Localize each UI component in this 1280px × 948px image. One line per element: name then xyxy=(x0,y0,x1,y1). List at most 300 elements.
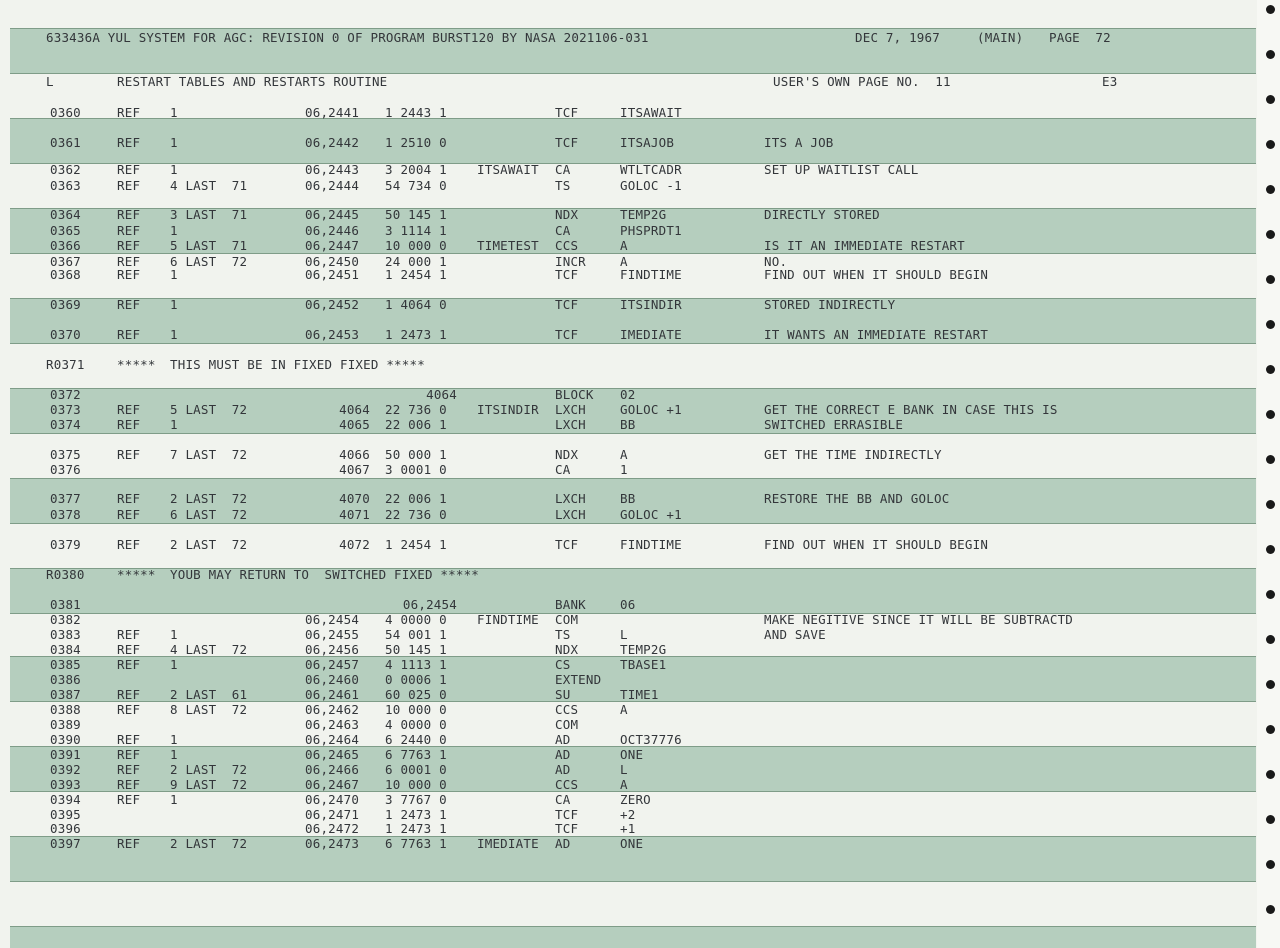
listing-line xyxy=(0,673,1250,687)
line-num: 0392 xyxy=(50,762,81,777)
line-num: 0376 xyxy=(50,462,81,477)
line-word: 4 0000 0 xyxy=(385,717,447,732)
line-operand: ONE xyxy=(620,747,644,762)
line-comment: GET THE CORRECT E BANK IN CASE THIS IS xyxy=(764,402,1058,417)
line-op: LXCH xyxy=(555,507,586,522)
line-label: IMEDIATE xyxy=(477,836,539,851)
bar-rule xyxy=(10,478,1256,479)
line-word: 1 2473 1 xyxy=(385,821,447,836)
line-addr: 06,2445 xyxy=(305,207,360,222)
line-ref: REF xyxy=(117,417,141,432)
line-ref: REF xyxy=(117,732,141,747)
line-ref: REF xyxy=(117,687,141,702)
feed-hole xyxy=(1266,365,1275,374)
subheader-code: E3 xyxy=(1102,74,1118,89)
line-addr: 4070 xyxy=(339,491,370,506)
feed-hole xyxy=(1266,770,1275,779)
line-addr: 4066 xyxy=(339,447,370,462)
listing-line xyxy=(0,613,1250,627)
line-ref: REF xyxy=(117,402,141,417)
line-num: 0375 xyxy=(50,447,81,462)
line-word: 22 006 1 xyxy=(385,491,447,506)
line-addr: 06,2470 xyxy=(305,792,360,807)
line-op: AD xyxy=(555,732,571,747)
listing-line xyxy=(0,718,1250,732)
line-ref: REF xyxy=(117,836,141,851)
line-refinfo: 1 xyxy=(170,162,178,177)
line-operand: A xyxy=(620,447,628,462)
line-label: ITSINDIR xyxy=(477,402,539,417)
line-num: 0368 xyxy=(50,267,81,282)
line-addr: 06,2472 xyxy=(305,821,360,836)
line-num: 0383 xyxy=(50,627,81,642)
line-word: 4 0000 0 xyxy=(385,612,447,627)
feed-hole xyxy=(1266,500,1275,509)
line-refinfo: 4 LAST 71 xyxy=(170,178,248,193)
line-comment: ITS A JOB xyxy=(764,135,834,150)
page-number: PAGE 72 xyxy=(1049,30,1111,45)
line-op: CA xyxy=(555,223,571,238)
line-ref: REF xyxy=(117,254,141,269)
line-num: 0373 xyxy=(50,402,81,417)
line-num: 0366 xyxy=(50,238,81,253)
listing-line xyxy=(0,837,1250,851)
line-comment: FIND OUT WHEN IT SHOULD BEGIN xyxy=(764,537,989,552)
line-refinfo: 6 LAST 72 xyxy=(170,254,248,269)
line-word: 54 734 0 xyxy=(385,178,447,193)
line-op: COM xyxy=(555,717,579,732)
line-operand: +1 xyxy=(620,821,636,836)
bar-rule xyxy=(10,926,1256,927)
line-refinfo: 2 LAST 61 xyxy=(170,687,248,702)
line-addr: 06,2471 xyxy=(305,807,360,822)
listing-line xyxy=(0,658,1250,672)
line-word: 3 7767 0 xyxy=(385,792,447,807)
line-refinfo: 1 xyxy=(170,417,178,432)
line-refinfo: 1 xyxy=(170,267,178,282)
line-label: TIMETEST xyxy=(477,238,539,253)
line-addr: 06,2465 xyxy=(305,747,360,762)
line-addr: 06,2451 xyxy=(305,267,360,282)
line-addr: 4071 xyxy=(339,507,370,522)
line-comment: IS IT AN IMMEDIATE RESTART xyxy=(764,238,965,253)
line-addr: 06,2464 xyxy=(305,732,360,747)
line-label: FINDTIME xyxy=(477,612,539,627)
line-ref: REF xyxy=(117,297,141,312)
line-op: BLOCK xyxy=(555,387,594,402)
line-addr: 06,2473 xyxy=(305,836,360,851)
listing-line xyxy=(0,418,1250,432)
line-addr: 06,2455 xyxy=(305,627,360,642)
line-word: 0 0006 1 xyxy=(385,672,447,687)
line-addr: 06,2467 xyxy=(305,777,360,792)
line-ref: REF xyxy=(117,627,141,642)
line-word: 1 4064 0 xyxy=(385,297,447,312)
line-operand: A xyxy=(620,702,628,717)
line-ref: REF xyxy=(117,105,141,120)
line-word: 10 000 0 xyxy=(385,777,447,792)
line-comment: RESTORE THE BB AND GOLOC xyxy=(764,491,950,506)
line-op: TCF xyxy=(555,297,579,312)
line-operand: TEMP2G xyxy=(620,207,667,222)
line-op: BANK xyxy=(555,597,586,612)
listing-line xyxy=(0,163,1250,177)
line-num: 0377 xyxy=(50,491,81,506)
line-ref: REF xyxy=(117,135,141,150)
line-operand: ZERO xyxy=(620,792,651,807)
listing-line xyxy=(0,492,1250,506)
line-op: LXCH xyxy=(555,417,586,432)
line-num: 0384 xyxy=(50,642,81,657)
line-word: 1 2454 1 xyxy=(385,537,447,552)
line-operand: ITSAWAIT xyxy=(620,105,682,120)
listing-line xyxy=(0,106,1250,120)
line-comment: AND SAVE xyxy=(764,627,826,642)
line-ref: REF xyxy=(117,792,141,807)
line-op: SU xyxy=(555,687,571,702)
line-word: 4064 xyxy=(426,387,457,402)
line-addr: 06,2444 xyxy=(305,178,360,193)
line-addr: 4072 xyxy=(339,537,370,552)
line-op: TCF xyxy=(555,105,579,120)
listing-line xyxy=(0,358,1250,372)
line-addr: 06,2441 xyxy=(305,105,360,120)
line-ref: REF xyxy=(117,447,141,462)
line-comment: FIND OUT WHEN IT SHOULD BEGIN xyxy=(764,267,989,282)
feed-hole xyxy=(1266,860,1275,869)
line-operand: PHSPRDT1 xyxy=(620,223,682,238)
line-operand: ITSAJOB xyxy=(620,135,675,150)
line-ref: REF xyxy=(117,491,141,506)
line-ref: REF xyxy=(117,178,141,193)
line-op: TCF xyxy=(555,135,579,150)
line-num: 0365 xyxy=(50,223,81,238)
line-operand: FINDTIME xyxy=(620,537,682,552)
line-comment: DIRECTLY STORED xyxy=(764,207,880,222)
bar-rule xyxy=(10,343,1256,344)
line-num: 0374 xyxy=(50,417,81,432)
line-op: CCS xyxy=(555,238,579,253)
line-num: 0395 xyxy=(50,807,81,822)
line-num: 0382 xyxy=(50,612,81,627)
line-refinfo: 6 LAST 72 xyxy=(170,507,248,522)
line-num: 0381 xyxy=(50,597,81,612)
line-op: CA xyxy=(555,162,571,177)
line-refinfo: 7 LAST 72 xyxy=(170,447,248,462)
line-op: NDX xyxy=(555,447,579,462)
line-ref: REF xyxy=(117,777,141,792)
line-word: 22 736 0 xyxy=(385,507,447,522)
listing-line xyxy=(0,568,1250,582)
line-refinfo: 5 LAST 71 xyxy=(170,238,248,253)
line-refinfo: 1 xyxy=(170,732,178,747)
line-word: 50 145 1 xyxy=(385,207,447,222)
line-num: 0361 xyxy=(50,135,81,150)
line-refinfo: 5 LAST 72 xyxy=(170,402,248,417)
line-addr: 06,2452 xyxy=(305,297,360,312)
line-word: 54 001 1 xyxy=(385,627,447,642)
line-ref: REF xyxy=(117,537,141,552)
listing-line xyxy=(0,538,1250,552)
line-num: 0367 xyxy=(50,254,81,269)
line-word: 1 2454 1 xyxy=(385,267,447,282)
feed-hole xyxy=(1266,455,1275,464)
line-op: CCS xyxy=(555,777,579,792)
line-refinfo: 8 LAST 72 xyxy=(170,702,248,717)
listing-line xyxy=(0,703,1250,717)
line-op: CA xyxy=(555,462,571,477)
line-refinfo: 4 LAST 72 xyxy=(170,642,248,657)
line-op: LXCH xyxy=(555,491,586,506)
line-op: AD xyxy=(555,762,571,777)
line-ref: ***** xyxy=(117,567,156,582)
line-operand: TIME1 xyxy=(620,687,659,702)
line-op: TCF xyxy=(555,537,579,552)
line-ref: REF xyxy=(117,747,141,762)
green-bar xyxy=(10,926,1256,948)
listing-line xyxy=(0,403,1250,417)
line-addr: 4064 xyxy=(339,402,370,417)
line-num: 0394 xyxy=(50,792,81,807)
listing-line xyxy=(0,463,1250,477)
line-ref: REF xyxy=(117,267,141,282)
listing-date: DEC 7, 1967 xyxy=(855,30,940,45)
line-ref: REF xyxy=(117,762,141,777)
line-addr: 06,2447 xyxy=(305,238,360,253)
listing-line xyxy=(0,298,1250,312)
line-word: 22 736 0 xyxy=(385,402,447,417)
line-num: 0369 xyxy=(50,297,81,312)
line-op: CCS xyxy=(555,702,579,717)
line-refinfo: 1 xyxy=(170,105,178,120)
listing-line xyxy=(0,763,1250,777)
line-ref: ***** xyxy=(117,357,156,372)
line-op: AD xyxy=(555,836,571,851)
line-num: 0389 xyxy=(50,717,81,732)
line-refinfo: 2 LAST 72 xyxy=(170,762,248,777)
user-page-number: USER'S OWN PAGE NO. 11 xyxy=(773,74,951,89)
bar-rule xyxy=(10,28,1256,29)
line-word: 06,2454 xyxy=(402,597,457,612)
line-op: TCF xyxy=(555,327,579,342)
line-operand: FINDTIME xyxy=(620,267,682,282)
line-num: 0370 xyxy=(50,327,81,342)
listing-line xyxy=(0,643,1250,657)
feed-hole xyxy=(1266,680,1275,689)
line-operand: ITSINDIR xyxy=(620,297,682,312)
line-word: 6 2440 0 xyxy=(385,732,447,747)
line-refinfo: 2 LAST 72 xyxy=(170,836,248,851)
line-num: 0364 xyxy=(50,207,81,222)
line-operand: 06 xyxy=(620,597,636,612)
line-operand: ONE xyxy=(620,836,644,851)
feed-hole xyxy=(1266,275,1275,284)
line-refinfo: 1 xyxy=(170,627,178,642)
line-op: TCF xyxy=(555,267,579,282)
line-op: TS xyxy=(555,627,571,642)
line-word: 1 2443 1 xyxy=(385,105,447,120)
listing-line xyxy=(0,388,1250,402)
line-num: 0385 xyxy=(50,657,81,672)
line-refinfo: 1 xyxy=(170,297,178,312)
line-num: 0360 xyxy=(50,105,81,120)
line-word: 24 000 1 xyxy=(385,254,447,269)
line-num: 0372 xyxy=(50,387,81,402)
line-word: 3 2004 1 xyxy=(385,162,447,177)
feed-hole xyxy=(1266,140,1275,149)
line-operand: +2 xyxy=(620,807,636,822)
feed-hole xyxy=(1266,725,1275,734)
line-operand: BB xyxy=(620,491,636,506)
line-op: TCF xyxy=(555,807,579,822)
listing-line xyxy=(0,808,1250,822)
line-refinfo: 2 LAST 72 xyxy=(170,491,248,506)
listing-line xyxy=(0,688,1250,702)
line-addr: 06,2442 xyxy=(305,135,360,150)
line-num: 0396 xyxy=(50,821,81,836)
line-ref: REF xyxy=(117,162,141,177)
bar-rule xyxy=(10,523,1256,524)
listing-line xyxy=(0,508,1250,522)
line-operand: A xyxy=(620,254,628,269)
line-word: 1 2473 1 xyxy=(385,327,447,342)
line-addr: 06,2456 xyxy=(305,642,360,657)
line-num: 0390 xyxy=(50,732,81,747)
line-num: 0391 xyxy=(50,747,81,762)
feed-hole xyxy=(1266,905,1275,914)
line-num: 0393 xyxy=(50,777,81,792)
line-comment: IT WANTS AN IMMEDIATE RESTART xyxy=(764,327,989,342)
feed-hole xyxy=(1266,635,1275,644)
line-ref: REF xyxy=(117,507,141,522)
line-operand: A xyxy=(620,238,628,253)
line-operand: IMEDIATE xyxy=(620,327,682,342)
line-operand: L xyxy=(620,627,628,642)
line-addr: 06,2443 xyxy=(305,162,360,177)
line-op: AD xyxy=(555,747,571,762)
line-refinfo: 9 LAST 72 xyxy=(170,777,248,792)
line-num: 0379 xyxy=(50,537,81,552)
bar-rule xyxy=(10,433,1256,434)
line-refinfo: THIS MUST BE IN FIXED FIXED ***** xyxy=(170,357,425,372)
line-operand: 02 xyxy=(620,387,636,402)
line-op: INCR xyxy=(555,254,586,269)
line-num: 0362 xyxy=(50,162,81,177)
feed-hole xyxy=(1266,230,1275,239)
listing-line xyxy=(0,328,1250,342)
listing-section: (MAIN) xyxy=(977,30,1024,45)
listing-title: 633436A YUL SYSTEM FOR AGC: REVISION 0 OF PROGRAM BURST120 BY NASA 2021106-031 xyxy=(46,30,649,45)
line-word: 1 2510 0 xyxy=(385,135,447,150)
line-addr: 4065 xyxy=(339,417,370,432)
line-op: NDX xyxy=(555,642,579,657)
line-num: 0386 xyxy=(50,672,81,687)
line-ref: REF xyxy=(117,238,141,253)
line-operand: 1 xyxy=(620,462,628,477)
line-refinfo: 1 xyxy=(170,223,178,238)
line-word: 3 0001 0 xyxy=(385,462,447,477)
line-refinfo: 1 xyxy=(170,792,178,807)
feed-hole xyxy=(1266,50,1275,59)
line-comment: STORED INDIRECTLY xyxy=(764,297,896,312)
listing-line xyxy=(0,208,1250,222)
line-word: 50 145 1 xyxy=(385,642,447,657)
feed-hole xyxy=(1266,545,1275,554)
line-word: 22 006 1 xyxy=(385,417,447,432)
line-comment: MAKE NEGITIVE SINCE IT WILL BE SUBTRACTD xyxy=(764,612,1074,627)
line-refinfo: 1 xyxy=(170,657,178,672)
line-num: 0397 xyxy=(50,836,81,851)
line-label: ITSAWAIT xyxy=(477,162,539,177)
line-operand: BB xyxy=(620,417,636,432)
line-operand: WTLTCADR xyxy=(620,162,682,177)
line-ref: REF xyxy=(117,207,141,222)
listing-line xyxy=(0,793,1250,807)
bar-rule xyxy=(10,881,1256,882)
line-num: 0378 xyxy=(50,507,81,522)
line-comment: SET UP WAITLIST CALL xyxy=(764,162,919,177)
line-word: 4 1113 1 xyxy=(385,657,447,672)
line-num: R0380 xyxy=(46,567,85,582)
line-word: 3 1114 1 xyxy=(385,223,447,238)
subheader-marker: L xyxy=(46,74,54,89)
listing-line xyxy=(0,778,1250,792)
line-op: NDX xyxy=(555,207,579,222)
listing-line xyxy=(0,179,1250,193)
feed-hole xyxy=(1266,5,1275,14)
line-word: 6 0001 0 xyxy=(385,762,447,777)
line-refinfo: YOUB MAY RETURN TO SWITCHED FIXED ***** xyxy=(170,567,480,582)
line-comment: SWITCHED ERRASIBLE xyxy=(764,417,904,432)
line-ref: REF xyxy=(117,702,141,717)
line-operand: GOLOC -1 xyxy=(620,178,682,193)
feed-hole xyxy=(1266,590,1275,599)
line-word: 6 7763 1 xyxy=(385,747,447,762)
line-num: 0363 xyxy=(50,178,81,193)
line-comment: NO. xyxy=(764,254,788,269)
line-ref: REF xyxy=(117,657,141,672)
listing-line xyxy=(0,268,1250,282)
feed-hole xyxy=(1266,95,1275,104)
line-ref: REF xyxy=(117,327,141,342)
line-op: LXCH xyxy=(555,402,586,417)
line-word: 10 000 0 xyxy=(385,702,447,717)
line-op: CS xyxy=(555,657,571,672)
line-op: COM xyxy=(555,612,579,627)
line-word: 60 025 0 xyxy=(385,687,447,702)
line-addr: 06,2446 xyxy=(305,223,360,238)
line-addr: 06,2461 xyxy=(305,687,360,702)
line-op: TS xyxy=(555,178,571,193)
line-addr: 06,2450 xyxy=(305,254,360,269)
listing-line xyxy=(0,136,1250,150)
listing-line xyxy=(0,733,1250,747)
line-ref: REF xyxy=(117,223,141,238)
line-word: 6 7763 1 xyxy=(385,836,447,851)
line-addr: 06,2453 xyxy=(305,327,360,342)
line-comment: GET THE TIME INDIRECTLY xyxy=(764,447,942,462)
line-addr: 06,2466 xyxy=(305,762,360,777)
line-refinfo: 1 xyxy=(170,135,178,150)
line-addr: 06,2462 xyxy=(305,702,360,717)
line-refinfo: 2 LAST 72 xyxy=(170,537,248,552)
line-addr: 06,2463 xyxy=(305,717,360,732)
line-addr: 06,2460 xyxy=(305,672,360,687)
line-ref: REF xyxy=(117,642,141,657)
line-op: CA xyxy=(555,792,571,807)
line-word: 50 000 1 xyxy=(385,447,447,462)
line-addr: 4067 xyxy=(339,462,370,477)
